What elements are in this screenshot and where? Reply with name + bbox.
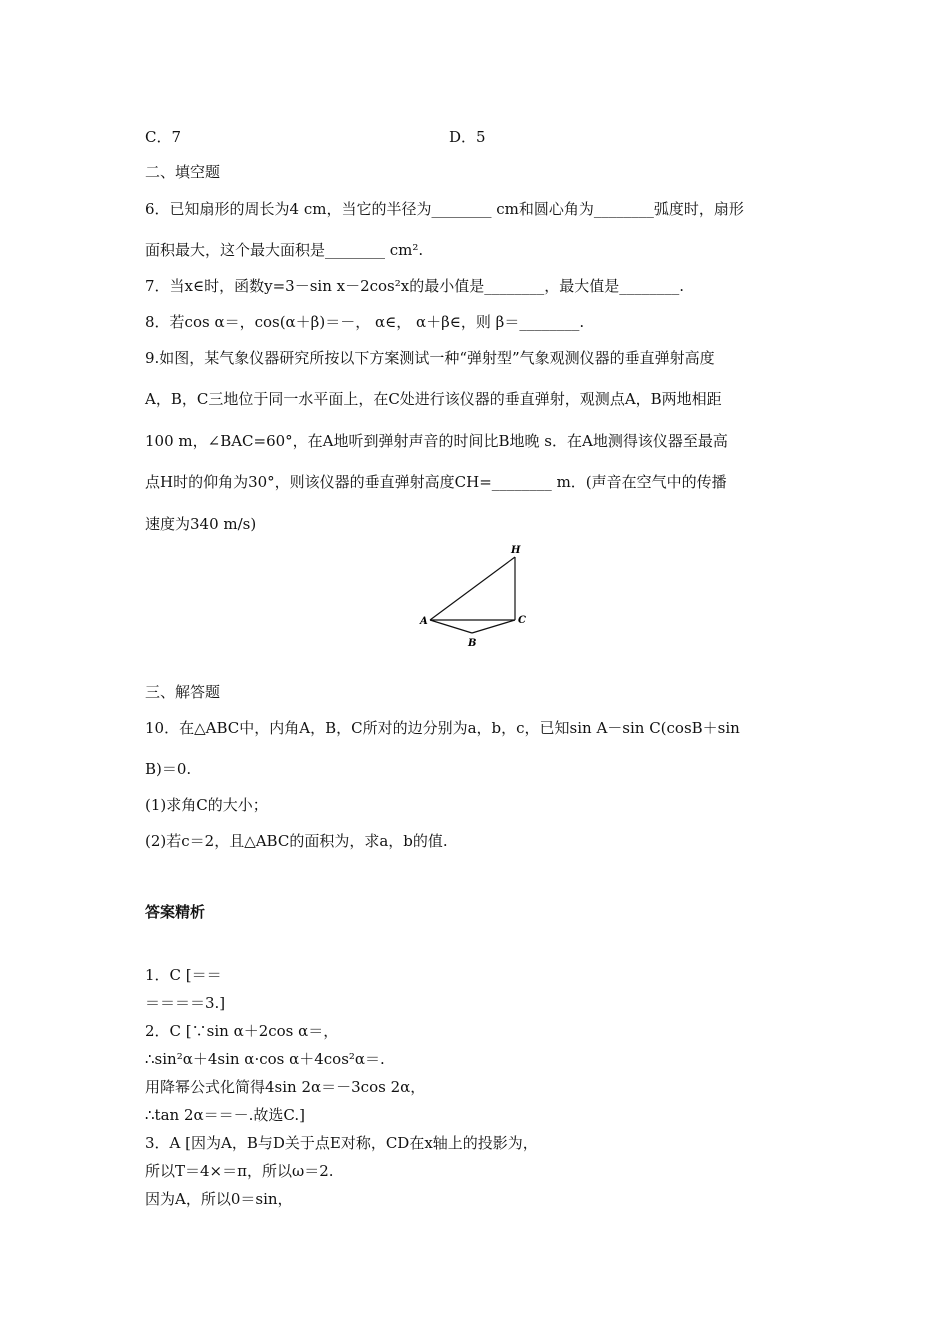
answer-line: ∴sin²α＋4sin α·cos α＋4cos²α＝. [145,1050,385,1068]
question-7: 7．当x∈时，函数y=3－sin x－2cos²x的最小值是________，最大值是________. [145,277,684,295]
option-c: C．7 [145,128,182,146]
question-6-line-2: 面积最大，这个最大面积是________ cm². [145,241,424,259]
answer-line: 3．A [因为A，B与D关于点E对称，CD在x轴上的投影为， [145,1134,538,1152]
answer-line: 因为A，所以0＝sin， [145,1190,293,1208]
answer-line: ＝＝＝＝3.] [145,994,226,1012]
question-10-line-2: B)＝0. [145,760,192,778]
label-h: H [511,545,521,556]
question-10-part-2: (2)若c＝2，且△ABC的面积为，求a，b的值. [145,832,448,850]
question-9-line-3: 100 m，∠BAC=60°，在A地听到弹射声音的时间比B地晚 s．在A地测得该仪器至最高 [145,432,728,450]
answer-line: 用降幂公式化简得4sin 2α＝－3cos 2α， [145,1078,426,1096]
answers-title: 答案精析 [145,903,206,921]
question-8: 8．若cos α＝，cos(α＋β)＝－， α∈， α＋β∈，则 β＝________. [145,313,585,331]
question-9-line-4: 点H时的仰角为30°，则该仪器的垂直弹射高度CH=________ m．(声音在空气中的传播 [145,473,727,491]
question-9-line-2: A，B，C三地位于同一水平面上，在C处进行该仪器的垂直弹射，观测点A，B两地相距 [145,390,722,408]
line-a-b [430,620,472,633]
label-b: B [468,638,477,649]
label-c: C [518,615,526,626]
label-a: A [420,616,428,627]
answer-line: 1．C [＝＝ [145,966,222,984]
question-9-line-1: 9.如图，某气象仪器研究所按以下方案测试一种“弹射型”气象观测仪器的垂直弹射高度 [145,349,715,367]
section-fill-in-title: 二、填空题 [145,163,221,181]
answer-line: 2．C [∵sin α＋2cos α＝， [145,1022,339,1040]
option-d: D．5 [449,128,486,146]
question-9-line-5: 速度为340 m/s) [145,515,257,533]
answer-line: 所以T＝4×＝π，所以ω＝2. [145,1162,334,1180]
answer-line: ∴tan 2α＝＝－.故选C.] [145,1106,305,1124]
line-b-c [472,620,515,633]
line-a-h [430,557,515,620]
triangle-figure [415,540,535,652]
section-solution-title: 三、解答题 [145,683,221,701]
question-6-line-1: 6．已知扇形的周长为4 cm，当它的半径为________ cm和圆心角为________弧度时，扇形 [145,200,744,218]
question-10-part-1: (1)求角C的大小； [145,796,268,814]
question-10-line-1: 10．在△ABC中，内角A，B，C所对的边分别为a，b，c，已知sin A－sin C(cosB＋sin [145,719,740,737]
